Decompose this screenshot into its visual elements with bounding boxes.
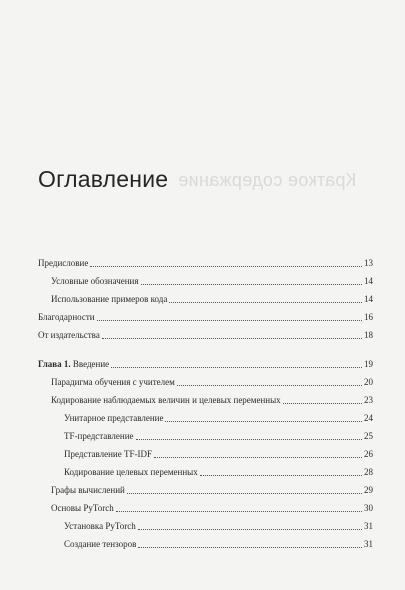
toc-entry-page: 14: [364, 276, 373, 286]
toc-entry: [38, 467, 373, 478]
dot-leader: [111, 367, 362, 368]
dot-leader: [200, 475, 362, 476]
toc-entry-label: Парадигма обучения с учителем: [51, 377, 175, 387]
toc-entry: [38, 449, 373, 460]
toc-entry-label: TF-представление: [64, 431, 134, 441]
toc-entry-page: 26: [364, 449, 373, 459]
toc-entry-label: [38, 359, 109, 370]
chapter-title: Введение: [72, 359, 110, 369]
toc-entry-page: 16: [364, 312, 373, 322]
dot-leader: [97, 320, 362, 321]
dot-leader: [154, 457, 362, 458]
dot-leader: [136, 439, 362, 440]
dot-leader: [90, 266, 362, 267]
toc-entry-label: Создание тензоров: [64, 539, 137, 549]
toc-entry: [38, 413, 373, 424]
toc-entry-label: Унитарное представление: [64, 413, 164, 423]
toc-entry-page: 30: [364, 503, 373, 513]
toc-entry: [38, 377, 373, 388]
toc-entry-page: 29: [364, 485, 373, 495]
toc-entry: [38, 395, 373, 406]
toc-entry-label: От издательства: [38, 330, 100, 340]
toc-entry-label: Установка PyTorch: [64, 521, 136, 531]
dot-leader: [177, 385, 362, 386]
toc-entry-page: 28: [364, 467, 373, 477]
dot-leader: [138, 529, 362, 530]
toc-entry-label: Использование примеров кода: [51, 294, 168, 304]
toc-entry: [38, 330, 373, 341]
toc-entry-page: 18: [364, 330, 373, 340]
toc-entry-page: 25: [364, 431, 373, 441]
dot-leader: [138, 547, 362, 548]
toc-entry: [38, 258, 373, 269]
toc-entry-label: Кодирование целевых переменных: [64, 467, 198, 477]
toc-entry: [38, 294, 373, 305]
toc-entry-label: Представление TF-IDF: [64, 449, 152, 459]
toc-entry-page: 31: [364, 521, 373, 531]
toc-entry: [38, 312, 373, 323]
toc-entry-page: 31: [364, 539, 373, 549]
toc-entry: [38, 521, 373, 532]
toc-entry: [38, 539, 373, 550]
toc-entry: [38, 503, 373, 514]
dot-leader: [116, 511, 362, 512]
dot-leader: [165, 421, 362, 422]
dot-leader: [127, 493, 362, 494]
toc-entry-label: Основы PyTorch: [51, 503, 114, 513]
toc-entry-page: 23: [364, 395, 373, 405]
toc-entry-page: 19: [364, 359, 373, 369]
toc-entry-page: 24: [364, 413, 373, 423]
toc-entry-page: 20: [364, 377, 373, 387]
toc-entry-page: 14: [364, 294, 373, 304]
show-through-text: Краткое содержание: [178, 170, 357, 190]
dot-leader: [283, 403, 362, 404]
toc-entry: [38, 485, 373, 496]
toc-entry-page: 13: [364, 258, 373, 268]
toc-entry-label: Благодарности: [38, 312, 95, 322]
toc-chapter-entry: [38, 359, 373, 370]
toc-entry-label: Предисловие: [38, 258, 89, 268]
dot-leader: [141, 284, 362, 285]
toc-entry: [38, 276, 373, 287]
chapter-number: Глава 1.: [38, 359, 71, 369]
toc-entry-label: Условные обозначения: [51, 276, 139, 286]
page-title: Оглавление: [38, 166, 169, 192]
toc-entry-label: Графы вычислений: [51, 485, 125, 495]
toc-entry-label: Кодирование наблюдаемых величин и целевых переменных: [51, 395, 281, 405]
dot-leader: [169, 302, 362, 303]
toc-entry: [38, 431, 373, 442]
dot-leader: [102, 338, 362, 339]
